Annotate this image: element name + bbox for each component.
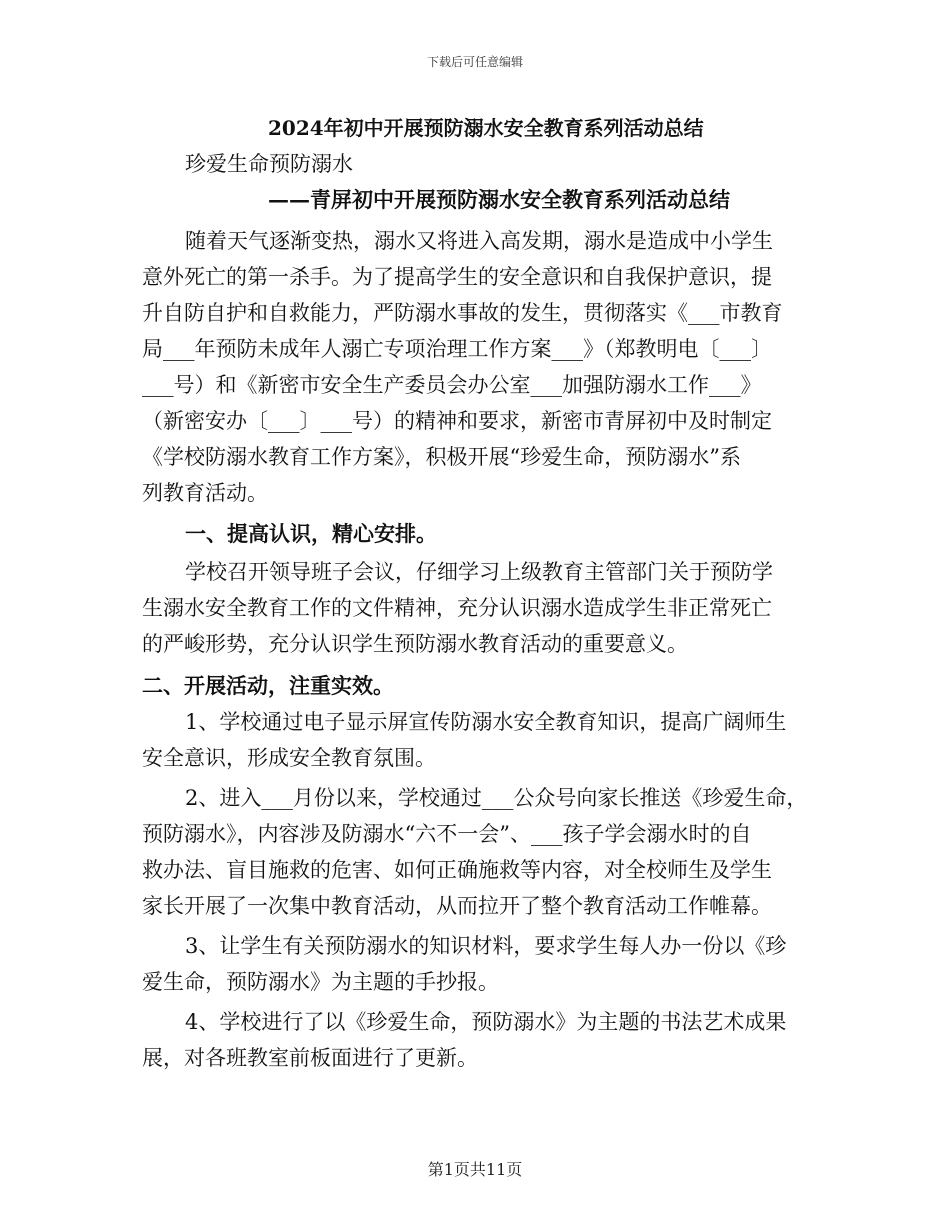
intro-line: 《学校防溺水教育工作方案》，积极开展“珍爱生命，预防溺水”系 [142,445,741,469]
page-number: 第1页共11页 [427,1160,523,1179]
subheading: ——青屏初中开展预防溺水安全教育系列活动总结 [268,187,730,212]
section1-heading: 一、提高认识，精心安排。 [185,521,437,546]
item2-line: 预防溺水》，内容涉及防溺水“六不一会”、___孩子学会溺水时的自 [142,822,752,846]
section2-heading: 二、开展活动，注重实效。 [142,673,394,698]
item1-line: 安全意识，形成安全教育氛围。 [142,746,436,770]
item2-line: 救办法、盲目施救的危害、如何正确施救等内容，对全校师生及学生 [142,858,772,882]
intro-line: ___号）和《新密市安全生产委员会办公室___加强防溺水工作___》 [142,373,762,397]
section1-line: 生溺水安全教育工作的文件精神，充分认识溺水造成学生非正常死亡 [142,596,772,620]
intro-line: （新密安办〔___〕___号）的精神和要求，新密市青屏初中及时制定 [142,409,772,433]
intro-line: 局___年预防未成年人溺亡专项治理工作方案___》（郑教明电〔___〕 [142,337,772,361]
header-note: 下载后可任意编辑 [426,55,523,69]
item4-line: 4、学校进行了以《珍爱生命，预防溺水》为主题的书法艺术成果 [185,1010,787,1034]
section1-line: 学校召开领导班子会议，仔细学习上级教育主管部门关于预防学 [185,560,773,584]
item1-line: 1、学校通过电子显示屏宣传防溺水安全教育知识，提高广阔师生 [185,710,787,734]
document-title: 2024年初中开展预防溺水安全教育系列活动总结 [268,116,704,140]
item4-line: 展，对各班教室前板面进行了更新。 [142,1046,478,1070]
item2-line: 2、进入___月份以来，学校通过___公众号向家长推送《珍爱生命， [185,786,808,810]
intro-line: 随着天气逐渐变热，溺水又将进入高发期，溺水是造成中小学生 [185,229,773,253]
item3-line: 爱生命，预防溺水》为主题的手抄报。 [142,970,499,994]
intro-line: 列教育活动。 [142,481,268,505]
subtitle: 珍爱生命预防溺水 [185,152,353,176]
intro-line: 意外死亡的第一杀手。为了提高学生的安全意识和自我保护意识，提 [142,265,772,289]
section1-line: 的严峻形势，充分认识学生预防溺水教育活动的重要意义。 [142,632,688,656]
item3-line: 3、让学生有关预防溺水的知识材料，要求学生每人办一份以《珍 [185,934,787,958]
item2-line: 家长开展了一次集中教育活动，从而拉开了整个教育活动工作帷幕。 [142,894,772,918]
intro-line: 升自防自护和自救能力，严防溺水事故的发生，贯彻落实《___市教育 [142,301,783,325]
